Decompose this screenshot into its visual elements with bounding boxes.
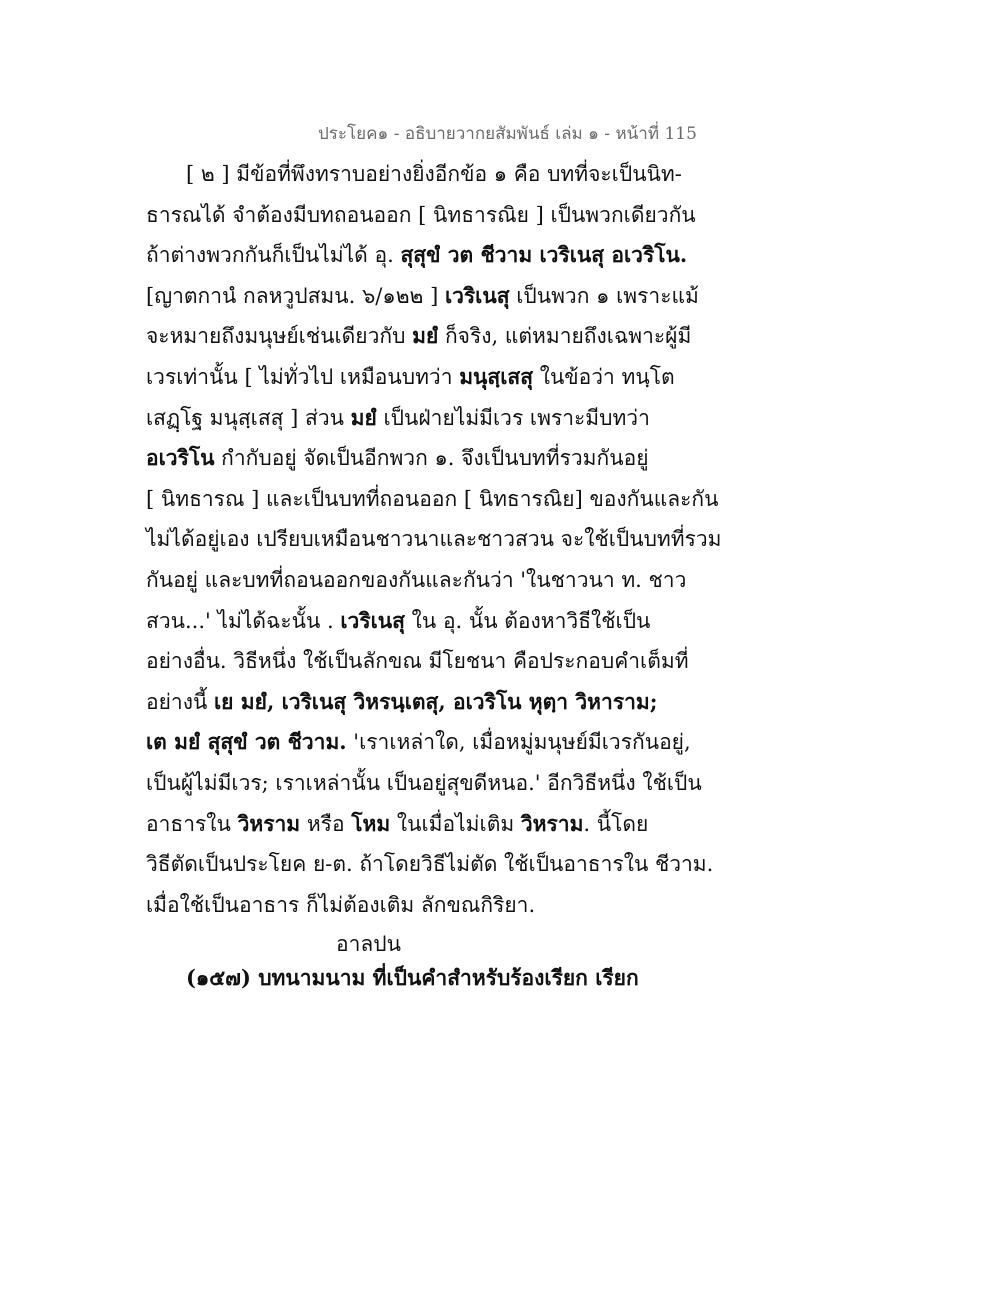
subsection-heading (186, 960, 726, 1000)
text-run: จะหมายถึงมนุษย์เช่นเดียวกับ (146, 324, 413, 349)
subsection-text: (๑๕๗) บทนามนาม ที่เป็นคำสำหรับร้องเรียก เรียก (186, 965, 639, 990)
bold-term: อเวริโน (146, 445, 215, 471)
text-line (146, 603, 686, 643)
text-line (146, 359, 686, 399)
bold-term: มยํ (412, 323, 439, 349)
text-line (146, 806, 686, 846)
text-run: วิธีตัดเป็นประโยค ย-ต. ถ้าโดยวิธีไม่ตัด ใช้เป็นอาธารใน ชีวาม. (146, 852, 714, 877)
text-line (146, 440, 686, 480)
text-run: ก็จริง, แต่หมายถึงเฉพาะผู้มี (438, 324, 692, 349)
text-run: อย่างนี้ (146, 689, 214, 714)
text-run: ธารณได้ จำต้องมีบทถอนออก [ นิทธารณิย ] เป็นพวกเดียวกัน (146, 202, 696, 227)
text-run: เวรเท่านั้น [ ไม่ทั่วไป เหมือนบทว่า (146, 365, 460, 389)
text-run: ไม่ได้อยู่เอง เปรียบเหมือนชาวนาและชาวสวน จะใช้เป็นบทที่รวม (146, 527, 722, 552)
text-line (146, 318, 692, 358)
text-run: . นี้โดย (583, 811, 649, 836)
text-line (146, 562, 686, 602)
text-run: 'เราเหล่าใด, เมื่อหมู่มนุษย์มีเวรกันอยู่, (346, 730, 691, 755)
bold-term: วิหราม (237, 810, 301, 836)
text-line (146, 278, 699, 318)
text-run: ในเมื่อไม่เติม (390, 811, 521, 836)
text-line (146, 684, 686, 724)
text-run: [ ๒ ] มีข้อที่พึงทราบอย่างยิ่งอีกข้อ ๑ คือ บทที่จะเป็นนิท- (186, 162, 682, 186)
bold-term: โหม (351, 810, 391, 836)
text-line (146, 237, 686, 277)
text-run: เป็นพวก ๑ เพราะแม้ (509, 283, 699, 308)
bold-term: เย มยํ, เวริเนสุ วิหรนฺเตสุ, อเวริโน หุตฺา วิหาราม; (214, 688, 658, 714)
text-run: [ญาตกานํ กลหวูปสมน. ๖/๑๒๒ ] (146, 283, 445, 308)
bold-term: เต มยํ สุสุขํ วต ชีวาม. (146, 729, 347, 755)
text-run: หรือ (300, 811, 352, 836)
text-line (146, 846, 714, 886)
bold-term: เวริเนสุ (340, 607, 405, 633)
text-run: สวน...' ไม่ได้ฉะนั้น . (146, 608, 341, 633)
bold-term: สุสุขํ วต ชีวาม เวริเนสุ อเวริโน. (400, 242, 688, 268)
text-run: เป็นผู้ไม่มีเวร; เราเหล่านั้น เป็นอยู่สุขดีหนอ.' อีกวิธีหนึ่ง ใช้เป็น (146, 771, 702, 795)
text-line (146, 765, 702, 805)
text-run: เสฏฺโฐ มนุสฺเสสุ ] ส่วน (146, 405, 351, 430)
text-line (146, 887, 686, 927)
text-run: อย่างอื่น. วิธีหนึ่ง ใช้เป็นลักขณ มีโยชนา คือประกอบคำเต็มที่ (146, 649, 689, 674)
text-run: กันอยู่ และบทที่ถอนออกของกันและกันว่า 'ในชาวนา ท. ชาว (146, 568, 687, 592)
bold-term: เวริเนสุ (444, 282, 510, 308)
text-run: อาธารใน (146, 811, 238, 836)
text-line (146, 197, 696, 237)
text-line (146, 481, 719, 521)
text-line (146, 521, 722, 561)
bold-term: มยํ (350, 404, 377, 430)
text-run: เป็นฝ่ายไม่มีเวร เพราะมีบทว่า (376, 405, 650, 430)
running-header: ประโยค๑ - อธิบายวากยสัมพันธ์ เล่ม ๑ - หน้าที่ 115 (318, 124, 697, 144)
text-line (146, 643, 689, 683)
text-run: [ นิทธารณ ] และเป็นบทที่ถอนออก [ นิทธารณิย] ของกันและกัน (146, 486, 719, 511)
text-line (186, 156, 726, 196)
text-line (146, 400, 686, 440)
bold-term: มนุสฺเสสุ (459, 364, 534, 389)
text-run: เมื่อใช้เป็นอาธาร ก็ไม่ต้องเติม ลักขณกิริยา. (146, 892, 536, 917)
text-line (146, 724, 691, 764)
text-run: ใน อุ. นั้น ต้องหาวิธีใช้เป็น (404, 608, 651, 633)
section-title: อาลปน (336, 932, 401, 956)
text-run: กำกับอยู่ จัดเป็นอีกพวก ๑. จึงเป็นบทที่รวมกันอยู่ (214, 446, 649, 471)
bold-term: วิหราม (520, 810, 584, 836)
text-run: ถ้าต่างพวกกันก็เป็นไม่ได้ อุ. (146, 243, 401, 268)
text-run: ในข้อว่า ทนฺโต (533, 365, 675, 389)
